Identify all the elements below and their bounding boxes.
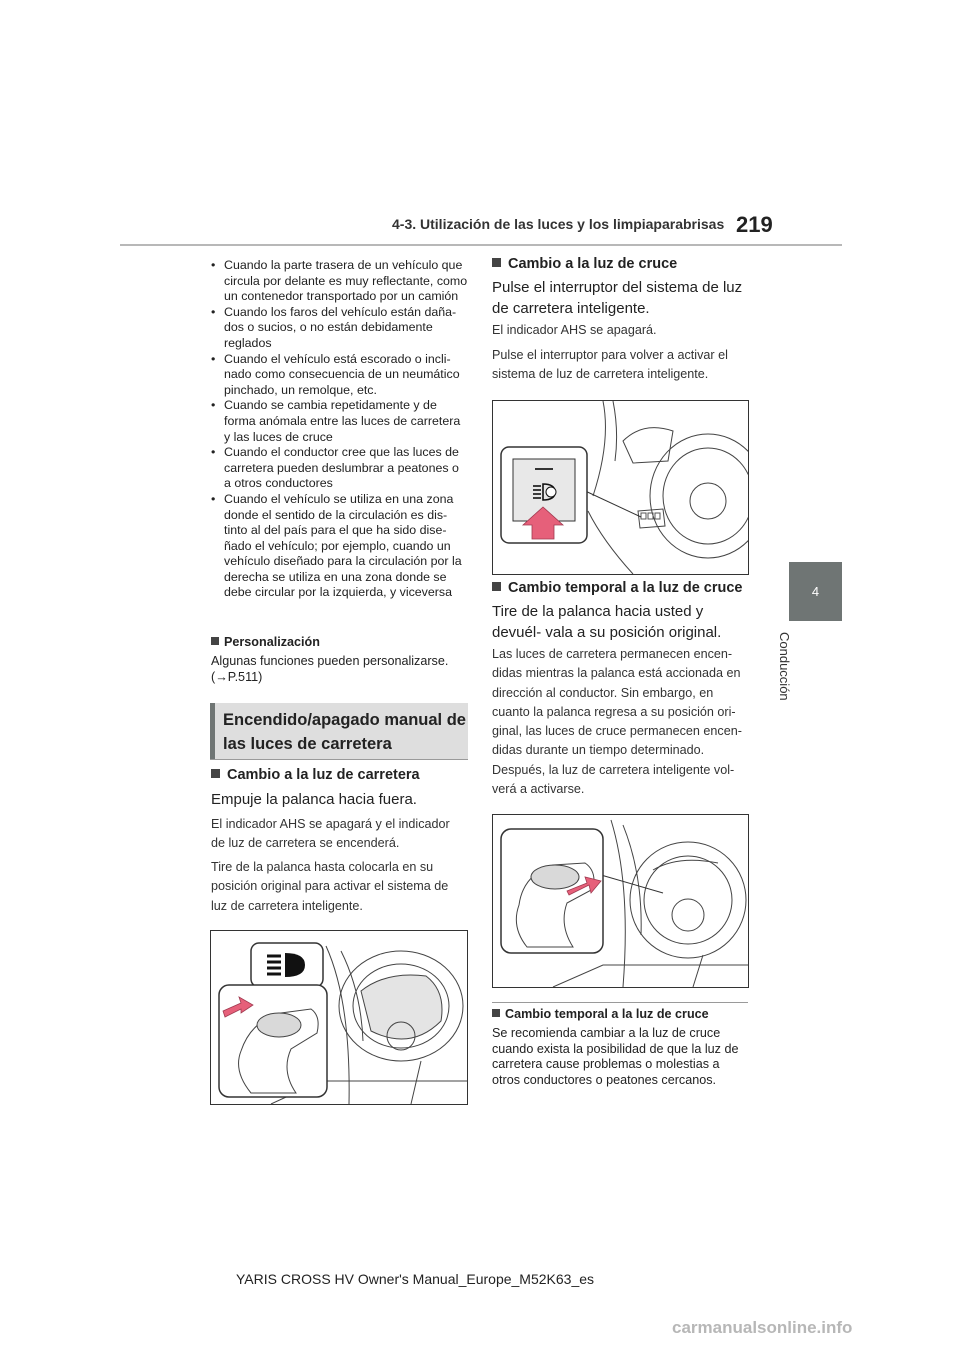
page-number: 219 [736,212,773,237]
note-rule [492,1002,748,1003]
lever-pull-illustration [492,814,749,988]
section-underline [210,759,468,760]
chapter-number: 4 [811,584,820,599]
high-beam-heading: Cambio a la luz de carretera [211,767,420,783]
note-heading: Cambio temporal a la luz de cruce [492,1007,709,1021]
list-item: • Cuando los faros del vehículo están daña- dos o sucios, o no están debidamente reglados [211,305,469,352]
conditions-list [211,258,469,601]
ahs-switch-closeup-icon [501,447,587,543]
page-reference-link[interactable]: (→P.511) [211,669,263,684]
list-item: • Cuando se cambia repetidamente y de forma anómala entre las luces de carretera y las luces de cruce [211,398,469,445]
watermark: carmanualsonline.info [672,1318,853,1337]
manual-footer: YARIS CROSS HV Owner's Manual_Europe_M52K63_es [236,1271,595,1287]
high-beam-illustration [210,930,468,1105]
low-beam-paragraph-2: Pulse el interruptor para volver a activar el sistema de luz de carretera inteligente. [492,348,728,382]
temp-low-beam-paragraph: Las luces de carretera permanecen encen- didas mientras la palanca está accionada en dirección al conductor. Sin embargo, en cuanto la palanca regresa a su posición ori- ginal, las luces de cruce permanecen encen- didas durante un tiempo determinado. Después, la luz de carretera inteligente vol- verá a activarse. [492,647,742,797]
high-beam-indicator-icon [251,943,323,987]
low-beam-paragraph-1: El indicador AHS se apagará. [492,323,657,337]
header-rule [120,244,842,246]
section-title: 4-3. Utilización de las luces y los limpiaparabrisas [392,216,725,232]
lever-closeup-icon [219,985,327,1097]
list-item: • Cuando el vehículo se utiliza en una zona donde el sentido de la circulación es dis- tinto al del país para el que ha sido dise- ñado el vehículo; por ejemplo, cuando un vehículo diseñado para la circulación por la derecha se utiliza en una zona donde se debe circular por la izquierda, y viceversa [211,492,469,601]
low-beam-heading: Cambio a la luz de cruce [492,256,677,272]
chapter-tab[interactable] [789,562,842,621]
personalization-text: Algunas funciones pueden personalizarse. (→P.511) [211,654,469,685]
section-heading: Encendido/apagado manual de las luces de carretera [210,703,468,759]
temp-low-beam-heading: Cambio temporal a la luz de cruce [492,580,743,596]
list-item: • Cuando el conductor cree que las luces de carretera pueden deslumbrar a peatones o a otros conductores [211,445,469,492]
personalization-heading: Personalización [211,635,320,649]
note-text: Se recomienda cambiar a la luz de cruce cuando exista la posibilidad de que la luz de carretera cause problemas o molestias a otros conductores o peatones cercanos. [492,1026,739,1087]
low-beam-lead: Pulse el interruptor del sistema de luz de carretera inteligente. [492,279,743,317]
high-beam-paragraph-1: El indicador AHS se apagará y el indicador de luz de carretera se encenderá. [211,817,450,851]
list-item: • Cuando el vehículo está escorado o incli- nado como consecuencia de un neumático pinchado, un remolque, etc. [211,352,469,399]
ahs-switch-illustration [492,400,749,575]
chapter-label: Conducción [777,632,792,701]
list-item: • Cuando la parte trasera de un vehículo que circula por delante es muy reflectante, como un contenedor transportado por un camión [211,258,469,305]
lever-pull-closeup-icon [501,829,603,953]
high-beam-paragraph-2: Tire de la palanca hasta colocarla en su posición original para activar el sistema de luz de carretera inteligente. [211,860,449,913]
high-beam-lead: Empuje la palanca hacia fuera. [211,791,417,808]
temp-low-beam-lead: Tire de la palanca hacia usted y devuél- vala a su posición original. [492,603,722,641]
